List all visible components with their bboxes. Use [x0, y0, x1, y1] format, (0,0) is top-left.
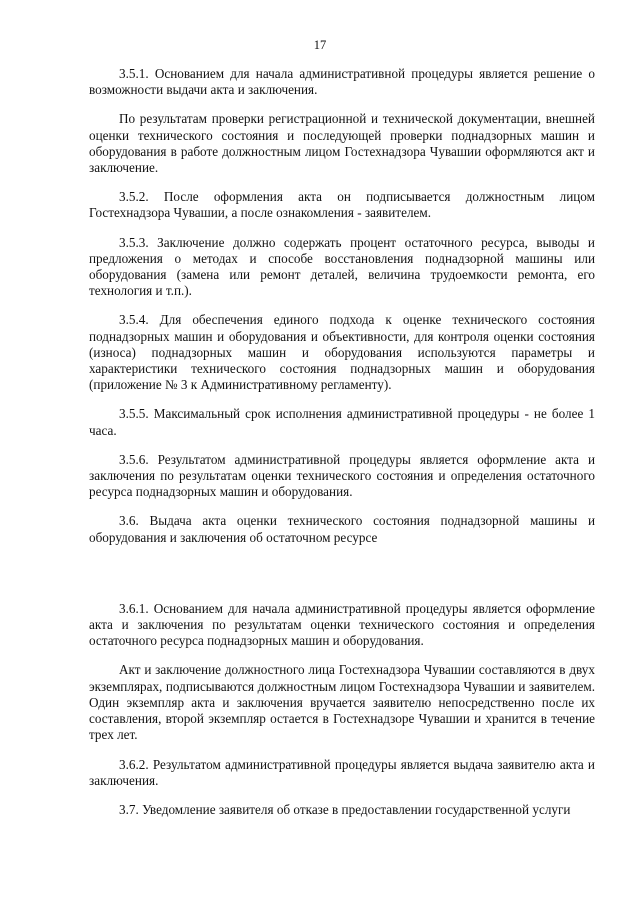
section-heading-3-7: 3.7. Уведомление заявителя об отказе в предоставлении государственной услуги	[119, 801, 571, 817]
paragraph-gap	[89, 393, 595, 406]
paragraph-gap	[89, 299, 595, 312]
section-heading-3-6: 3.6. Выдача акта оценки технического состояния поднадзорной машины и оборудования и заключения об остаточном ресурсе	[89, 513, 595, 545]
section-gap	[89, 546, 595, 601]
paragraph-3-6-1: 3.6.1. Основанием для начала административной процедуры является оформление акта и заключения по результатам оценки технического состояния и определения остаточного ресурса поднадзорных машин и оборудования.	[89, 600, 595, 649]
page-number: 17	[313, 38, 327, 52]
paragraph-3-5-6: 3.5.6. Результатом административной процедуры является оформление акта и заключения по результатам оценки технического состояния и определения остаточного ресурса поднадзорных машин и оборудования.	[89, 451, 595, 500]
paragraph-gap	[89, 176, 595, 189]
paragraph-3-5-4: 3.5.4. Для обеспечения единого подхода к оценке технического состояния поднадзорных машин и оборудования и объективности, для контроля оценки состояния (износа) поднадзорных машин и оборудования используются параметры и характеристики технического состояния поднадзорных машин и оборудования (приложение № 3 к Административному регламенту).	[89, 312, 595, 393]
paragraph-gap	[89, 222, 595, 235]
paragraph-3-5-1: 3.5.1. Основанием для начала административной процедуры является решение о возможности выдачи акта и заключения.	[89, 66, 595, 98]
paragraph-act-copies: Акт и заключение должностного лица Гостехнадзора Чувашии составляются в двух экземплярах, подписываются должностным лицом Гостехнадзора Чувашии и заявителем. Один экземпляр акта и заключения вручается заявителю непосредственно после их составления, второй экземпляр остается в Гостехнадзоре Чувашии и хранится в течение трех лет.	[89, 662, 595, 743]
paragraph-gap	[89, 500, 595, 513]
paragraph-inspection-results: По результатам проверки регистрационной и технической документации, внешней оценки технического состояния и последующей проверки поднадзорных машин и оборудования в работе должностным лицом Гостехнадзора Чувашии оформляются акт и заключение.	[89, 111, 595, 176]
paragraph-gap	[89, 649, 595, 662]
paragraph-gap	[89, 744, 595, 757]
paragraph-gap	[89, 98, 595, 111]
paragraph-gap	[89, 789, 595, 802]
paragraph-3-5-5: 3.5.5. Максимальный срок исполнения административной процедуры - не более 1 часа.	[89, 406, 595, 438]
paragraph-gap	[89, 439, 595, 452]
paragraph-3-5-3: 3.5.3. Заключение должно содержать процент остаточного ресурса, выводы и предложения о методах и способе восстановления поднадзорной машины или оборудования (замена или ремонт деталей, величина трудоемкости ремонта, его технология и т.п.).	[89, 234, 595, 299]
document-body	[89, 66, 595, 818]
paragraph-3-6-2: 3.6.2. Результатом административной процедуры является выдача заявителю акта и заключения.	[89, 756, 595, 788]
paragraph-3-5-2: 3.5.2. После оформления акта он подписывается должностным лицом Гостехнадзора Чувашии, а после ознакомления - заявителем.	[89, 189, 595, 221]
